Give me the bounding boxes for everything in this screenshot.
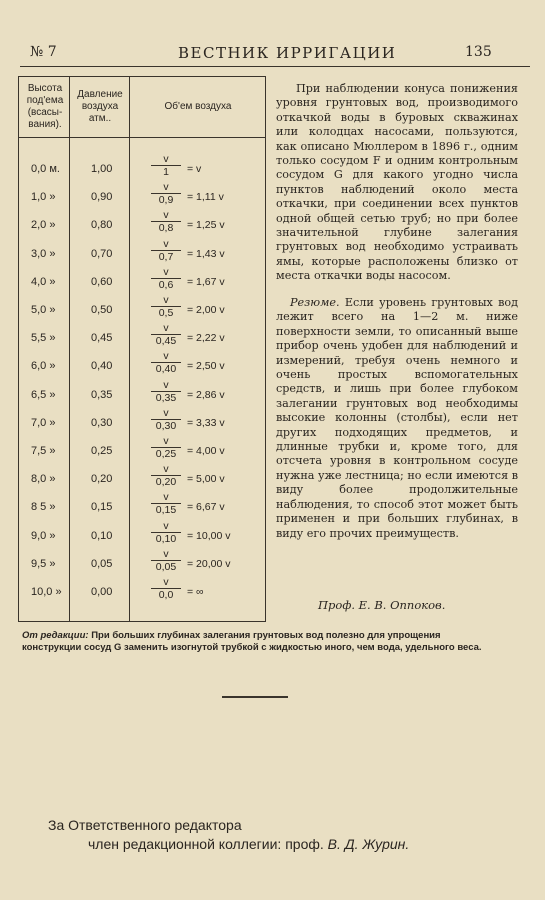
- summary-text: Если уровень грунтовых вод лежит всего на 1—2 м. ниже поверхности земли, то описанный выше прибор очень удобен для наблюдений и измерений, требуя очень немного и очень простых вспомогательных средств, и лишь при более глубоком залегании грунтовых вод необходимы высокие колонны (столбы), если нет других подходящих предметов, и длинные трубки и, кроме того, для отсчета уровня в контрольном сосуде нужна уже лестница; но если имеются в виду более продолжительные наблюдения, то способ этот может быть применен и при больших глубинах, в виду его прочих преимуществ.: [276, 296, 519, 540]
- volume-result: = 4,00 v: [187, 445, 225, 457]
- column-header-volume: Об'ем воздуха: [164, 101, 232, 112]
- height-cell: 6,5 »: [31, 388, 56, 401]
- summary-lead: Резюме.: [290, 296, 340, 309]
- column-header-height: Высота под'ема (всасы-вания).: [26, 83, 64, 130]
- height-cell: 5,5 »: [31, 332, 56, 345]
- pressure-cell: 1,00: [91, 163, 113, 175]
- fraction-numerator: v: [163, 153, 169, 165]
- fraction-denominator: 0,0: [151, 588, 181, 601]
- volume-fraction: [151, 576, 181, 601]
- height-cell: 6,0 »: [31, 360, 56, 373]
- volume-result: = 1,43 v: [187, 247, 225, 260]
- height-cell: 9,5 »: [31, 557, 56, 570]
- pressure-cell: 0,20: [91, 473, 113, 486]
- pressure-cell: 0,25: [91, 445, 113, 457]
- pressure-cell: 0,30: [91, 416, 113, 429]
- fraction-denominator: 0,25: [151, 447, 181, 460]
- height-cell: 10,0 »: [31, 586, 62, 598]
- volume-result: = 20,00 v: [187, 557, 231, 570]
- paragraph-intro: При наблюдении конуса понижения уровня грунтовых вод, производимого откачкой воды в буровых скважинах или колодцах насосами, пользуются, как описано Мюллером в 1896 г., одним только сосудом F и одним контрольным сосудом G для какого угодно числа пунктов наблюдений около места откачки, при соединении всех пунктов одной общей сетью труб; но при более значительной глубине залегания грунтовых вод необходимо устраивать ямы, которые расположены близко от места откачки воды насосом.: [276, 82, 518, 283]
- table-divider: [129, 77, 130, 621]
- issue-number: № 7: [30, 44, 57, 60]
- volume-fraction: [151, 322, 181, 347]
- volume-result: = 3,33 v: [187, 416, 225, 429]
- height-cell: 0,0 м.: [31, 163, 60, 175]
- fraction-numerator: v: [163, 435, 169, 447]
- fraction-denominator: 0,20: [151, 475, 181, 488]
- fraction-denominator: 1: [151, 165, 181, 178]
- fraction-numerator: v: [163, 491, 169, 504]
- volume-result: = 6,67 v: [187, 501, 225, 514]
- fraction-numerator: v: [163, 181, 169, 194]
- volume-result: = v: [187, 163, 202, 175]
- volume-fraction: [151, 238, 181, 263]
- air-volume-table: [18, 76, 266, 622]
- volume-fraction: [151, 435, 181, 460]
- height-cell: 1,0 »: [31, 191, 56, 204]
- volume-result: = 1,25 v: [187, 219, 225, 232]
- fraction-denominator: 0,30: [151, 419, 181, 432]
- editorial-note: [22, 630, 500, 654]
- volume-fraction: [151, 463, 181, 488]
- volume-fraction: [151, 350, 181, 375]
- fraction-denominator: 0,40: [151, 362, 181, 375]
- height-cell: 5,0 »: [31, 304, 56, 316]
- fraction-denominator: 0,6: [151, 278, 181, 291]
- pressure-cell: 0,80: [91, 219, 113, 232]
- fraction-numerator: v: [163, 406, 169, 419]
- fraction-numerator: v: [163, 519, 169, 532]
- fraction-numerator: v: [163, 463, 169, 476]
- volume-fraction: [151, 548, 181, 573]
- table-divider: [69, 77, 70, 621]
- journal-title: ВЕСТНИК ИРРИГАЦИИ: [178, 44, 397, 62]
- table-header-rule: [19, 137, 265, 138]
- fraction-numerator: v: [163, 265, 169, 278]
- height-cell: 4,0 »: [31, 275, 56, 288]
- volume-fraction: [151, 294, 181, 319]
- height-cell: 8 5 »: [31, 501, 56, 514]
- fraction-denominator: 0,8: [151, 221, 181, 234]
- fraction-numerator: v: [163, 322, 169, 335]
- height-cell: 7,0 »: [31, 416, 56, 429]
- pressure-cell: 0,15: [91, 501, 113, 514]
- editor-member-line: [88, 836, 409, 852]
- editor-line: За Ответственного редактора: [48, 817, 242, 833]
- volume-result: = 10,00 v: [187, 529, 231, 542]
- pressure-cell: 0,10: [91, 529, 113, 542]
- volume-fraction: [151, 153, 181, 178]
- fraction-numerator: v: [163, 294, 169, 306]
- fraction-denominator: 0,15: [151, 503, 181, 516]
- volume-fraction: [151, 379, 181, 404]
- editor-role: член редакционной коллегии: проф.: [88, 836, 324, 852]
- fraction-numerator: v: [163, 209, 169, 222]
- editor-name: В. Д. Журин.: [327, 836, 410, 852]
- fraction-numerator: v: [163, 378, 169, 391]
- fraction-denominator: 0,35: [151, 391, 181, 404]
- volume-fraction: [151, 520, 181, 545]
- pressure-cell: 0,00: [91, 586, 113, 598]
- pressure-cell: 0,50: [91, 304, 113, 316]
- fraction-denominator: 0,45: [151, 334, 181, 347]
- fraction-denominator: 0,05: [151, 560, 181, 573]
- fraction-numerator: v: [163, 547, 169, 560]
- volume-result: = 2,00 v: [187, 304, 225, 316]
- volume-result: = ∞: [187, 586, 204, 598]
- volume-fraction: [151, 266, 181, 291]
- fraction-numerator: v: [163, 576, 169, 588]
- fraction-numerator: v: [163, 350, 169, 363]
- volume-result: = 5,00 v: [187, 473, 225, 486]
- editorial-note-lead: От редакции:: [22, 630, 89, 641]
- page-number: 135: [465, 44, 492, 60]
- height-cell: 7,5 »: [31, 445, 56, 457]
- column-header-pressure: Давление воздуха атм..: [77, 89, 123, 124]
- pressure-cell: 0,05: [91, 557, 113, 570]
- fraction-numerator: v: [163, 237, 169, 250]
- volume-fraction: [151, 491, 181, 516]
- paragraph-summary: [276, 296, 518, 541]
- separator-rule: [222, 696, 288, 698]
- fraction-denominator: 0,9: [151, 193, 181, 206]
- fraction-denominator: 0,5: [151, 306, 181, 319]
- editorial-note-text: При больших глубинах залегания грунтовых вод полезно для упрощения конструкции сосуд G заменить изогнутой трубкой с жидкостью иного, чем вода, удельного веса.: [22, 630, 482, 653]
- height-cell: 2,0 »: [31, 219, 56, 232]
- pressure-cell: 0,70: [91, 247, 113, 260]
- volume-result: = 2,22 v: [187, 332, 225, 345]
- author-signature: Проф. Е. В. Оппоков.: [318, 598, 446, 612]
- height-cell: 9,0 »: [31, 529, 56, 542]
- pressure-cell: 0,40: [91, 360, 113, 373]
- height-cell: 8,0 »: [31, 473, 56, 486]
- height-cell: 3,0 »: [31, 247, 56, 260]
- header-rule: [20, 66, 530, 67]
- fraction-denominator: 0,10: [151, 532, 181, 545]
- volume-result: = 1,11 v: [187, 191, 224, 204]
- volume-fraction: [151, 181, 181, 206]
- fraction-denominator: 0,7: [151, 250, 181, 263]
- volume-result: = 2,50 v: [187, 360, 225, 373]
- pressure-cell: 0,90: [91, 191, 113, 204]
- pressure-cell: 0,60: [91, 275, 113, 288]
- volume-result: = 1,67 v: [187, 275, 225, 288]
- volume-fraction: [151, 407, 181, 432]
- volume-result: = 2,86 v: [187, 388, 225, 401]
- pressure-cell: 0,45: [91, 332, 113, 345]
- pressure-cell: 0,35: [91, 388, 113, 401]
- volume-fraction: [151, 209, 181, 234]
